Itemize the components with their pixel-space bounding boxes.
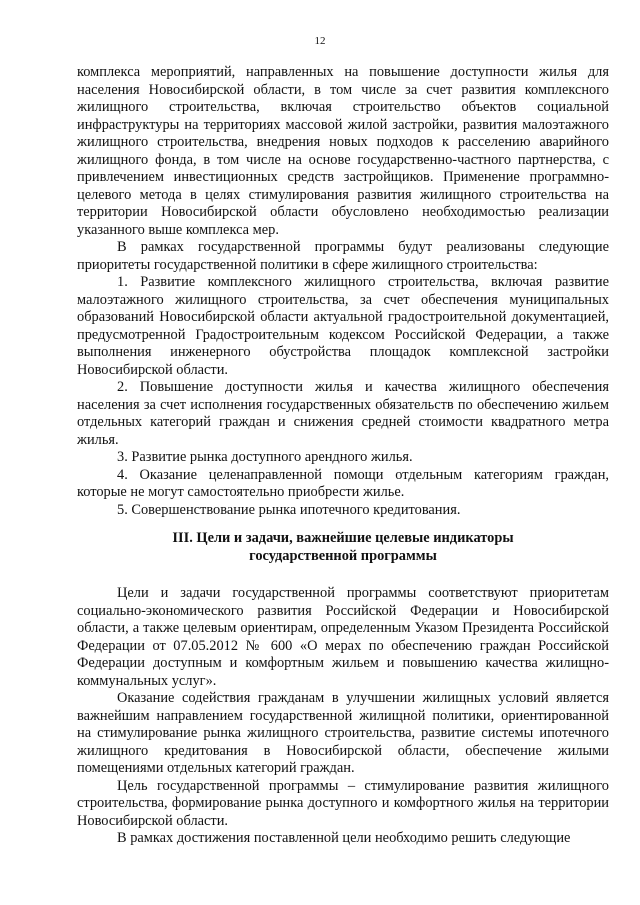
section-goals — [77, 585, 609, 848]
priority-item-2: 2. Повышение доступности жилья и качества жилищного обеспечения населения за счет исполнения государственных обязательств по обеспечению жильем отдельных категорий граждан и снижения средней стоимости квадратного метра жилья. — [77, 379, 609, 448]
priority-item-5: 5. Совершенствование рынка ипотечного кредитования. — [117, 501, 461, 518]
paragraph-priorities-intro: В рамках государственной программы будут реализованы следующие приоритеты государственной политики в сфере жилищного строительства: — [77, 239, 609, 273]
section-heading-line-1: III. Цели и задачи, важнейшие целевые индикаторы — [172, 530, 514, 546]
paragraph-complex-measures: комплекса мероприятий, направленных на повышение доступности жилья для населения Новосибирской области, в том числе за счет развития комплексного жилищного строительства, включая строительство объектов социальной инфраструктуры на территориях массовой жилой застройки, развития малоэтажного жилищного строительства, внедрения новых подходов к расселению аварийного жилищного фонда, в том числе на основе государственно-частного партнерства, с привлечением инвестиционных средств застройщиков. Применение программно-целевого метода в целях стимулирования развития жилищного строительства на территории Новосибирской области обусловлено необходимостью реализации указанного выше комплекса мер. — [77, 64, 609, 238]
section-priorities — [77, 64, 609, 519]
paragraph-housing-assistance: Оказание содействия гражданам в улучшении жилищных условий является важнейшим направлением государственной жилищной политики, ориентированной на стимулирование рынка жилищного строительства, развитие системы ипотечного жилищного кредитования в Новосибирской области, обеспечение жилыми помещениями отдельных категорий граждан. — [77, 690, 609, 776]
paragraph-goals-alignment: Цели и задачи государственной программы соответствуют приоритетам социально-экономического развития Российской Федерации и Новосибирской области, а также целевым ориентирам, определенным Указом Президента Российской Федерации от 07.05.2012 № 600 «О мерах по обеспечению граждан Российской Федерации доступным и комфортным жильем и повышению качества жилищно-коммунальных услуг». — [77, 585, 609, 689]
paragraph-program-goal: Цель государственной программы – стимулирование развития жилищного строительства, формирование рынка доступного и комфортного жилья на территории Новосибирской области. — [77, 777, 609, 829]
page-number: 12 — [314, 35, 326, 47]
paragraph-tasks-intro: В рамках достижения поставленной цели необходимо решить следующие — [117, 830, 571, 846]
priority-item-3: 3. Развитие рынка доступного арендного жилья. — [117, 449, 413, 465]
section-heading-line-2: государственной программы — [249, 547, 437, 564]
section-heading — [77, 530, 609, 565]
priority-item-1: 1. Развитие комплексного жилищного строительства, включая развитие малоэтажного жилищного строительства, за счет обеспечения муниципальных образований Новосибирской области актуальной градостроительной документацией, предусмотренной Градостроительным кодексом Российской Федерации, а также выполнения инженерного обустройства площадок комплексной застройки Новосибирской области. — [77, 274, 609, 378]
priority-item-4: 4. Оказание целенаправленной помощи отдельным категориям граждан, которые не могут самостоятельно приобрести жилье. — [77, 466, 609, 500]
